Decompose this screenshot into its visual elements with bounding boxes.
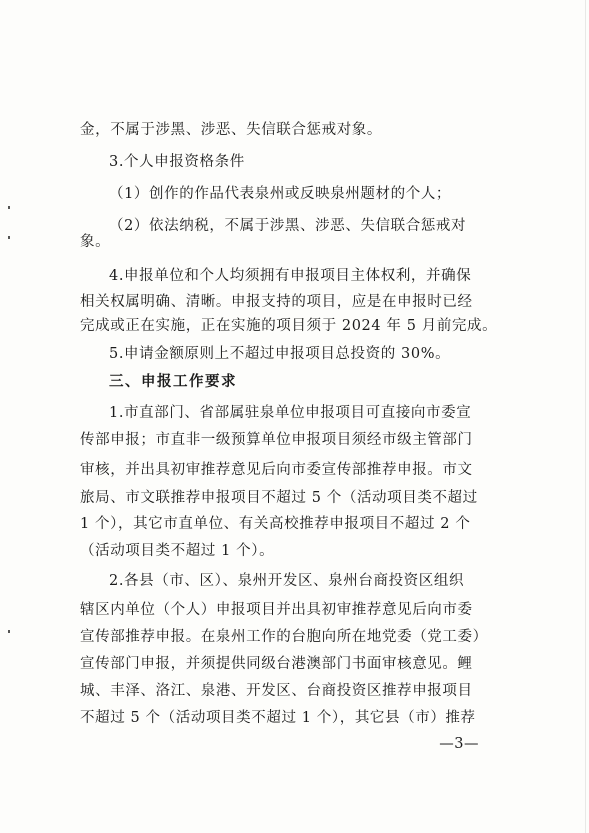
body-line: 完成或正在实施，正在实施的项目须于 2024 年 5 月前完成。 (80, 318, 498, 334)
body-line: （2）依法纳税，不属于涉黑、涉恶、失信联合惩戒对 (109, 218, 467, 234)
body-line: 宣传部门申报，并须提供同级台港澳部门书面审核意见。鲤 (80, 656, 473, 672)
body-line: 2.各县（市、区）、泉州开发区、泉州台商投资区组织 (109, 573, 465, 589)
body-line: 4.申报单位和个人均须拥有申报项目主体权利，并确保 (109, 268, 472, 284)
body-line: （活动项目类不超过 1 个）。 (80, 543, 275, 559)
body-line: 不超过 5 个（活动项目类不超过 1 个），其它县（市）推荐 (80, 710, 476, 726)
scan-edge (585, 0, 586, 833)
body-line: 象。 (80, 234, 111, 250)
body-line: 5.申请金额原则上不超过申报项目总投资的 30%。 (109, 346, 451, 362)
body-line: （1）创作的作品代表泉州或反映泉州题材的个人； (109, 186, 452, 202)
scan-speck (8, 206, 10, 209)
body-line: 传部申报；市直非一级预算单位申报项目须经市级主管部门 (80, 432, 473, 448)
body-line: 1 个），其它市直单位、有关高校推荐申报项目不超过 2 个 (80, 516, 471, 532)
body-line: 1.市直部门、省部属驻泉单位申报项目可直接向市委宣 (109, 405, 472, 421)
scan-speck (8, 630, 10, 633)
body-line: 相关权属明确、清晰。申报支持的项目，应是在申报时已经 (80, 294, 473, 310)
body-line: 金，不属于涉黑、涉恶、失信联合惩戒对象。 (80, 122, 382, 138)
section-heading: 三、申报工作要求 (109, 374, 237, 390)
body-line: 审核，并出具初审推荐意见后向市委宣传部推荐申报。市文 (80, 462, 473, 478)
section-subheading: 3.个人申报资格条件 (109, 154, 245, 170)
body-line: 城、丰泽、洛江、泉港、开发区、台商投资区推荐申报项目 (80, 683, 473, 699)
scan-speck (8, 236, 10, 239)
body-line: 辖区内单位（个人）申报项目并出具初审推荐意见后向市委 (80, 602, 473, 618)
body-line: 旅局、市文联推荐申报项目不超过 5 个（活动项目类不超过 (80, 490, 478, 506)
page-number: —3— (439, 736, 479, 752)
body-line: 宣传部推荐申报。在泉州工作的台胞向所在地党委（党工委） (80, 629, 488, 645)
